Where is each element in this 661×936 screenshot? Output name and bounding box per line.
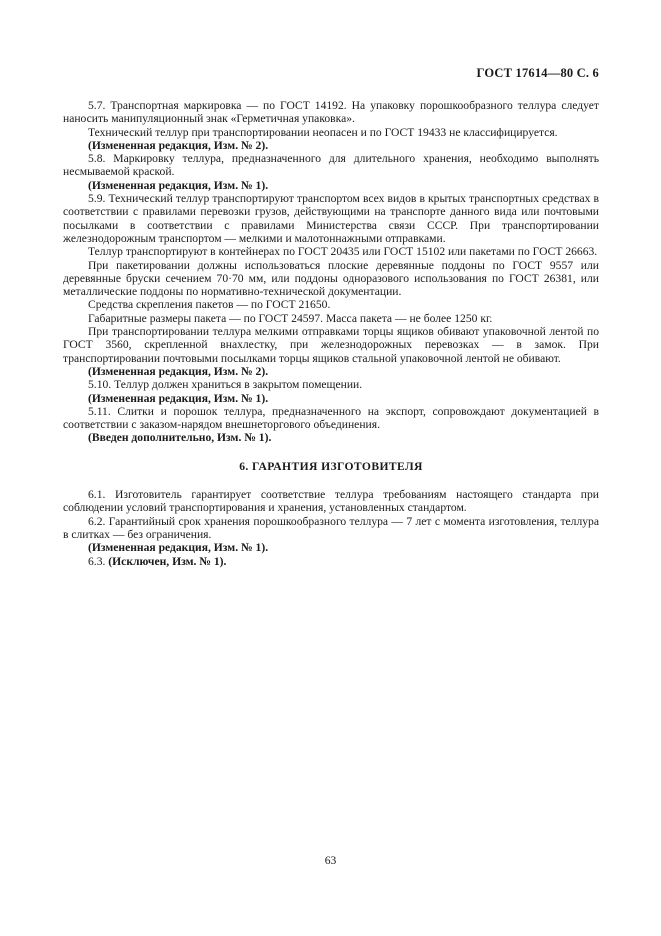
document-body: [63, 99, 599, 568]
amendment-note: (Измененная редакция, Изм. № 1).: [88, 178, 269, 192]
item-number: 6.3.: [88, 554, 109, 568]
amendment-note: (Измененная редакция, Изм. № 2).: [88, 364, 269, 378]
paragraph-6-3: [63, 555, 599, 568]
paragraph-fastening: Средства скрепления пакетов — по ГОСТ 21650.: [88, 298, 331, 312]
paragraph-containers: Теллур транспортируют в контейнерах по ГОСТ 20435 или ГОСТ 15102 или пакетами по ГОСТ 26663.: [88, 245, 598, 259]
paragraph-5-11: 5.11. Слитки и порошок теллура, предназначенного на экспорт, сопровождают документацией в соответствии с заказом-нарядом внешнеторгового объединения.: [63, 404, 599, 432]
paragraph-5-10: 5.10. Теллур должен храниться в закрытом помещении.: [88, 378, 363, 392]
amendment-note: (Измененная редакция, Изм. № 2).: [88, 138, 269, 152]
paragraph-boxes: При транспортировании теллура мелкими отправками торцы ящиков обивают упаковочной лентой по ГОСТ 3560, скрепленной внахлестку, при железнодорожных перевозках — в замок. При транспортировании почтовыми посылками торцы ящиков стальной упаковочной лентой не обивают.: [63, 325, 599, 365]
paragraph-5-8: 5.8. Маркировку теллура, предназначенного для длительного хранения, необходимо выполнять несмываемой краской.: [63, 152, 599, 179]
page-number: 63: [324, 854, 337, 867]
amendment-note: (Измененная редакция, Изм. № 1).: [88, 391, 269, 405]
paragraph-5-7: 5.7. Транспортная маркировка — по ГОСТ 14192. На упаковку порошкообразного теллура следует наносить манипуляционный знак «Герметичная упаковка».: [63, 99, 599, 126]
amendment-note: (Измененная редакция, Изм. № 1).: [88, 541, 269, 555]
section-heading: 6. ГАРАНТИЯ ИЗГОТОВИТЕЛЯ: [239, 459, 423, 473]
excluded-note: (Исключен, Изм. № 1).: [108, 554, 227, 568]
amendment-note: (Введен дополнительно, Изм. № 1).: [88, 431, 272, 445]
page-header: ГОСТ 17614—80 С. 6: [476, 66, 599, 80]
paragraph-dimensions: Габаритные размеры пакета — по ГОСТ 24597. Масса пакета — не более 1250 кг.: [88, 311, 493, 325]
paragraph-pallets: При пакетировании должны использоваться плоские деревянные поддоны по ГОСТ 9557 или деревянные бруски сечением 70·70 мм, или поддоны одноразового использования по ГОСТ 26381, или металлические поддоны по нормативно-технической документации.: [63, 258, 599, 299]
paragraph-5-9: 5.9. Технический теллур транспортируют транспортом всех видов в крытых транспортных средствах в соответствии с правилами перевозки грузов, действующими на транспорте данного вида или почтовыми посылками в соответствии с правилами Министерства связи СССР. При транспортировании железнодорожным транспортом — мелкими и малотоннажными отправками.: [63, 192, 599, 245]
paragraph-6-1: 6.1. Изготовитель гарантирует соответствие теллура требованиям настоящего стандарта при соблюдении условий транспортирования и хранения, установленных стандартом.: [63, 488, 599, 515]
paragraph-hazard-classification: Технический теллур при транспортировании неопасен и по ГОСТ 19433 не классифицируется.: [88, 125, 558, 139]
paragraph-6-2: 6.2. Гарантийный срок хранения порошкообразного теллура — 7 лет с момента изготовления, теллура в слитках — без ограничения.: [63, 514, 599, 541]
